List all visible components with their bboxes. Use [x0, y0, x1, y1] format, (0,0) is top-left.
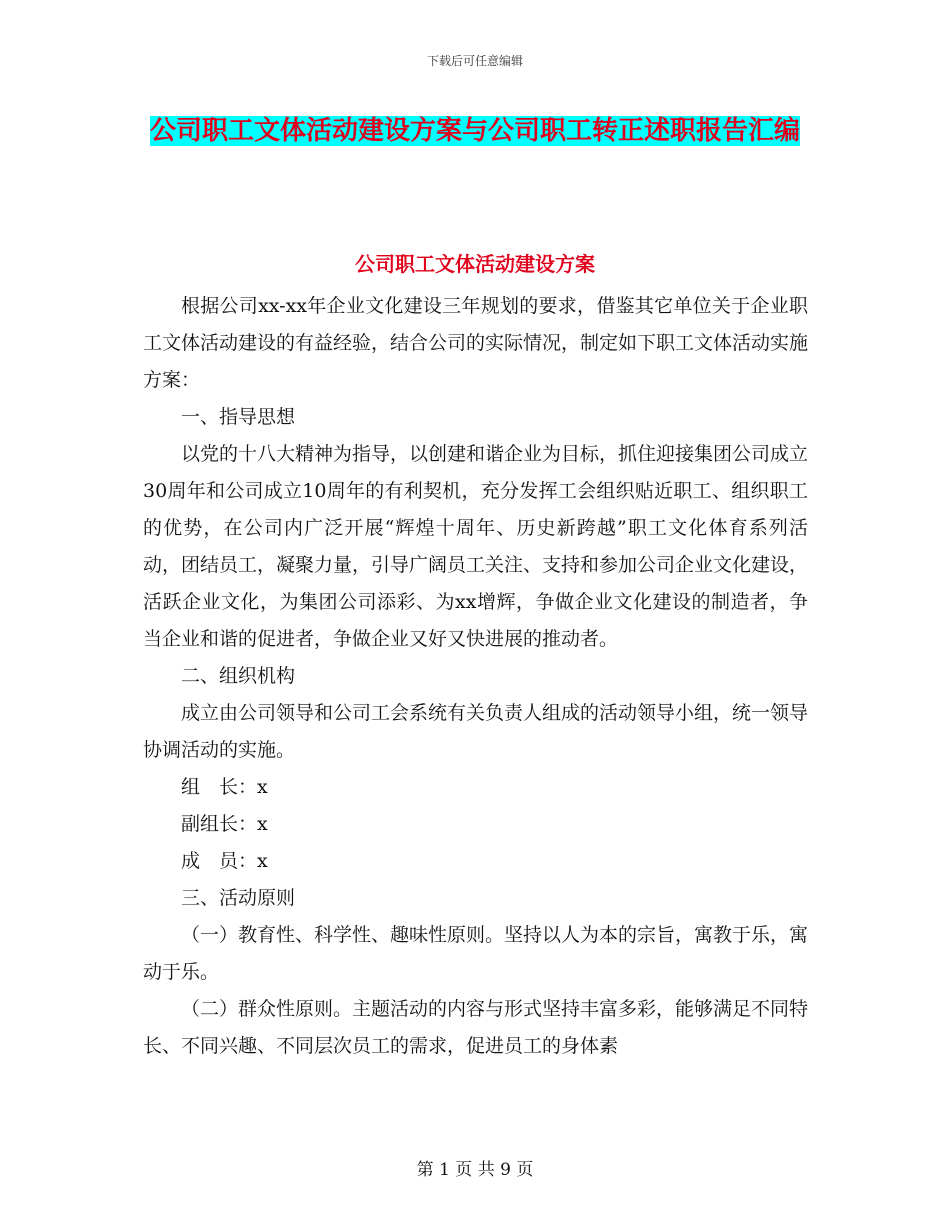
body-text — [143, 288, 808, 1065]
paragraph-intro: 根据公司xx-xx年企业文化建设三年规划的要求，借鉴其它单位关于企业职工文体活动建设的有益经验，结合公司的实际情况，制定如下职工文体活动实施方案： — [143, 295, 809, 391]
heading-organization: 二、组织机构 — [181, 665, 296, 687]
header-note: 下载后可任意编辑 — [426, 54, 523, 68]
heading-guiding-ideology: 一、指导思想 — [181, 406, 296, 428]
org-members: 成 员：x — [181, 850, 268, 872]
org-deputy-leader: 副组长：x — [181, 813, 268, 835]
page-footer: 第 1 页 共 9 页 — [416, 1160, 534, 1180]
main-title — [150, 108, 800, 154]
main-title-text: 公司职工文体活动建设方案与公司职工转正述职报告汇编 — [150, 116, 801, 146]
paragraph-principle-2: （二）群众性原则。主题活动的内容与形式坚持丰富多彩，能够满足不同特长、不同兴趣、不同层次员工的需求，促进员工的身体素 — [143, 998, 809, 1057]
paragraph-guiding-ideology: 以党的十八大精神为指导，以创建和谐企业为目标，抓住迎接集团公司成立30周年和公司成立10周年的有利契机，充分发挥工会组织贴近职工、组织职工的优势，在公司内广泛开展“辉煌十周年、历史新跨越”职工文化体育系列活动，团结员工，凝聚力量，引导广阔员工关注、支持和参加公司企业文化建设，活跃企业文化，为集团公司添彩、为xx增辉，争做企业文化建设的制造者，争当企业和谐的促进者，争做企业又好又快进展的推动者。 — [143, 443, 809, 650]
paragraph-organization: 成立由公司领导和公司工会系统有关负责人组成的活动领导小组，统一领导协调活动的实施。 — [143, 702, 809, 761]
heading-principles: 三、活动原则 — [181, 887, 296, 909]
org-leader: 组 长：x — [181, 776, 268, 798]
section-title: 公司职工文体活动建设方案 — [355, 252, 595, 276]
paragraph-principle-1: （一）教育性、科学性、趣味性原则。坚持以人为本的宗旨，寓教于乐，寓动于乐。 — [143, 924, 809, 983]
